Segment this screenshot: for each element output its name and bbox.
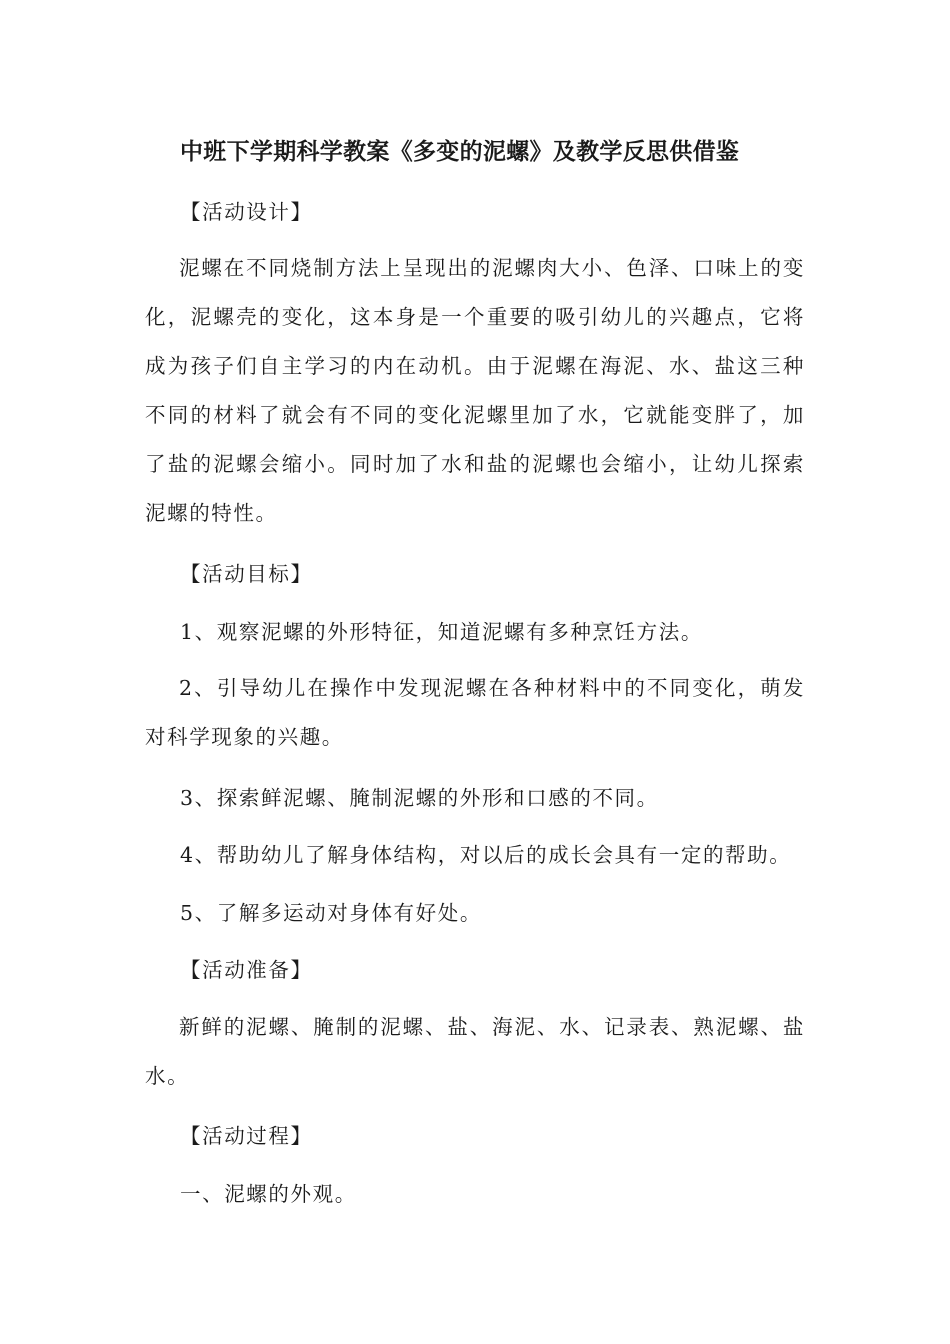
section-heading-design: 【活动设计】 xyxy=(180,200,313,224)
goal-item-3: 3、探索鲜泥螺、腌制泥螺的外形和口感的不同。 xyxy=(180,786,659,810)
process-step-1: 一、泥螺的外观。 xyxy=(180,1182,357,1206)
document-title: 中班下学期科学教案《多变的泥螺》及教学反思供借鉴 xyxy=(180,139,740,165)
section-heading-prep: 【活动准备】 xyxy=(180,958,313,982)
prep-paragraph: 新鲜的泥螺、腌制的泥螺、盐、海泥、水、记录表、熟泥螺、盐水。 xyxy=(145,1015,805,1088)
section-heading-process: 【活动过程】 xyxy=(180,1124,313,1148)
goal-item-2: 2、引导幼儿在操作中发现泥螺在各种材料中的不同变化，萌发对科学现象的兴趣。 xyxy=(145,676,805,749)
goal-item-4: 4、帮助幼儿了解身体结构，对以后的成长会具有一定的帮助。 xyxy=(180,843,792,867)
goal-item-1: 1、观察泥螺的外形特征，知道泥螺有多种烹饪方法。 xyxy=(180,620,703,644)
goal-item-5: 5、了解多运动对身体有好处。 xyxy=(180,901,482,925)
section-heading-goals: 【活动目标】 xyxy=(180,562,313,586)
design-paragraph: 泥螺在不同烧制方法上呈现出的泥螺肉大小、色泽、口味上的变化，泥螺壳的变化，这本身是一个重要的吸引幼儿的兴趣点，它将成为孩子们自主学习的内在动机。由于泥螺在海泥、水、盐这三种不同的材料了就会有不同的变化泥螺里加了水，它就能变胖了，加了盐的泥螺会缩小。同时加了水和盐的泥螺也会缩小，让幼儿探索泥螺的特性。 xyxy=(145,256,805,525)
